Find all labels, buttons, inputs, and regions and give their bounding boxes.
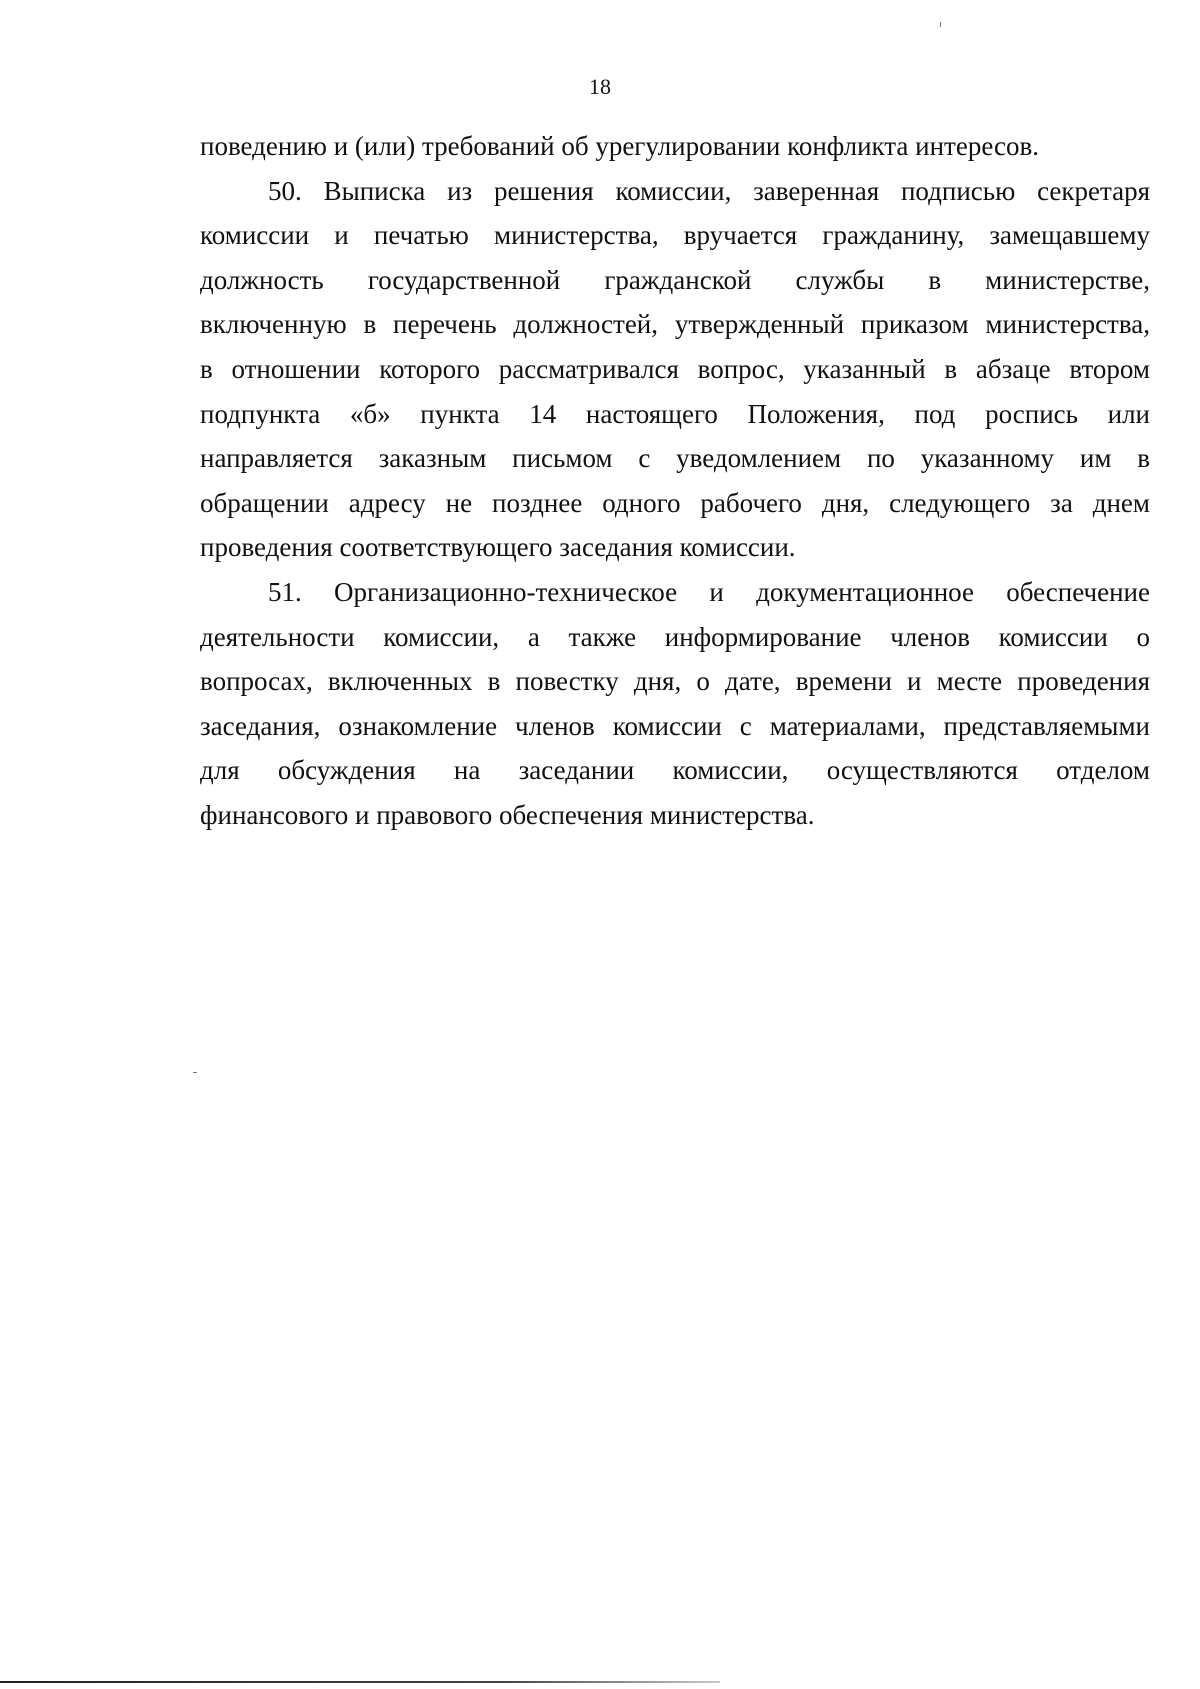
page-bottom-edge [0,1681,720,1683]
text-line: комиссии и печатью министерства, вручается гражданину, замещавшему [200,220,1150,251]
text-line: обращении адресу не позднее одного рабочего дня, следующего за днем [200,487,1150,518]
text-line: проведения соответствующего заседания комиссии. [200,532,796,563]
text-line: в отношении которого рассматривался вопрос, указанный в абзаце втором [200,353,1150,384]
text-line: деятельности комиссии, а также информирование членов комиссии о [200,621,1150,652]
text-line: финансового и правового обеспечения министерства. [200,799,815,830]
text-line: поведению и (или) требований об урегулировании конфликта интересов. [200,131,1039,161]
document-body [200,124,1150,838]
scan-mark [193,1072,197,1073]
text-line: направляется заказным письмом с уведомлением по указанному им в [200,443,1150,474]
paragraph-51 [200,570,1150,838]
paragraph-continuation [200,124,1150,169]
text-line: 51. Организационно-техническое и документационное обеспечение [268,576,1150,607]
text-line: включенную в перечень должностей, утвержденный приказом министерства, [200,309,1150,340]
text-line: для обсуждения на заседании комиссии, осуществляются отделом [200,755,1150,786]
text-line: должность государственной гражданской службы в министерстве, [200,264,1150,295]
text-line: вопросах, включенных в повестку дня, о дате, времени и месте проведения [200,666,1150,697]
text-line: заседания, ознакомление членов комиссии с материалами, представляемыми [200,710,1150,741]
paragraph-50 [200,169,1150,570]
page-number: 18 [589,74,611,99]
scan-mark [940,22,941,27]
text-line: 50. Выписка из решения комиссии, заверенная подписью секретаря [268,175,1150,206]
text-line: подпункта «б» пункта 14 настоящего Положения, под роспись или [200,398,1150,429]
